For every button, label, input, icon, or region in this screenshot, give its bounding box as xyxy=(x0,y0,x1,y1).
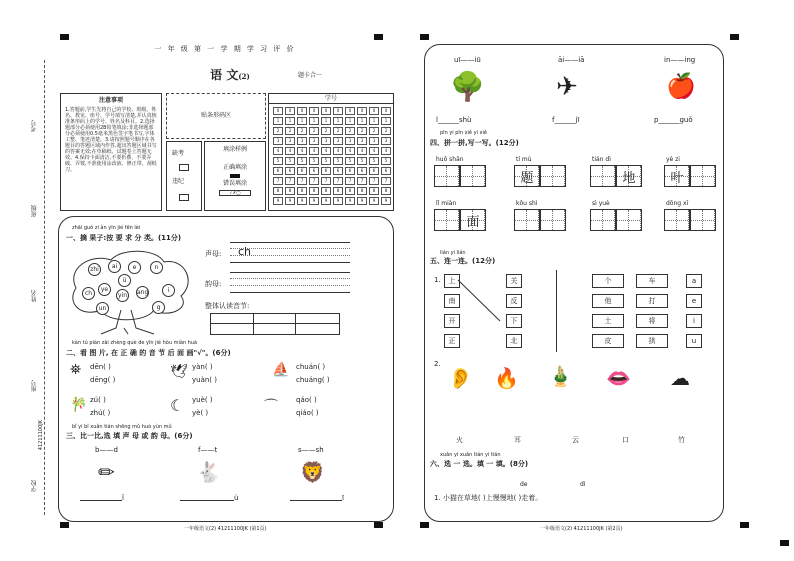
id-bubble[interactable]: 6 xyxy=(381,167,391,175)
id-bubble[interactable]: 5 xyxy=(273,157,283,165)
q6-option-de: de xyxy=(520,481,528,488)
id-bubble[interactable]: 2 xyxy=(285,127,295,135)
tree-icon: 🌳 xyxy=(450,70,485,103)
id-bubble[interactable]: 8 xyxy=(345,187,355,195)
q4-char-box[interactable] xyxy=(514,165,540,187)
id-bubble[interactable]: 3 xyxy=(321,137,331,145)
id-bubble[interactable]: 0 xyxy=(345,107,355,115)
q4-char xyxy=(435,166,459,186)
fire-icon: 🔥 xyxy=(494,366,519,390)
q5-item-col2[interactable]: 北 xyxy=(506,334,522,348)
id-bubble[interactable]: 7 xyxy=(285,177,295,185)
id-bubble[interactable]: 2 xyxy=(273,127,283,135)
shengmu-example: ch xyxy=(238,245,252,258)
id-bubble[interactable]: 4 xyxy=(381,147,391,155)
q2-opt-6b[interactable]: qiáo( ) xyxy=(296,409,319,417)
id-bubble[interactable]: 6 xyxy=(297,167,307,175)
id-bubble[interactable]: 8 xyxy=(273,187,283,195)
q4-char xyxy=(691,166,715,186)
id-bubble[interactable]: 1 xyxy=(321,117,331,125)
footer-left: 一年级语文(2) 41211100JK (第1页) xyxy=(184,526,267,532)
airplane-icon: ✈ xyxy=(556,72,578,102)
volume-tag: 题卡合一 xyxy=(298,72,323,79)
zhengti-answer-grid[interactable] xyxy=(210,313,340,335)
q2-opt-5a[interactable]: yuè( ) xyxy=(192,396,213,404)
moon-icon: ☾ xyxy=(170,396,185,415)
id-bubble[interactable]: 1 xyxy=(297,117,307,125)
id-bubble[interactable]: 3 xyxy=(357,137,367,145)
id-bubble[interactable]: 2 xyxy=(369,127,379,135)
q4-char xyxy=(691,210,715,230)
q5-label-4: 口 xyxy=(622,436,629,444)
id-bubble[interactable]: 1 xyxy=(345,117,355,125)
id-bubble[interactable]: 7 xyxy=(273,177,283,185)
notes-title: 注意事项 xyxy=(98,97,123,104)
ship-icon: ⛵ xyxy=(272,362,290,378)
q3-pinyin: bǐ yi bǐ xuǎn tián shēng mǔ huò yùn mǔ xyxy=(72,424,172,430)
id-bubble[interactable]: 5 xyxy=(369,157,379,165)
id-bubble[interactable]: 7 xyxy=(369,177,379,185)
id-bubble[interactable]: 0 xyxy=(309,107,319,115)
pinyin-pair-1: uī——iū xyxy=(454,56,481,64)
id-bubble[interactable]: 5 xyxy=(357,157,367,165)
id-bubble[interactable]: 7 xyxy=(345,177,355,185)
q4-char xyxy=(617,210,641,230)
apple-1: zhi xyxy=(88,263,101,276)
q4-char-box[interactable] xyxy=(664,165,690,187)
pinyin-pair-2: āi——iā xyxy=(558,56,585,64)
id-bubble[interactable]: 3 xyxy=(309,137,319,145)
q2-opt-2a[interactable]: yàn( ) xyxy=(192,363,213,371)
q2-opt-2b[interactable]: yuàn( ) xyxy=(192,376,217,384)
id-bubble[interactable]: 0 xyxy=(285,107,295,115)
pencil-icon: ✏ xyxy=(98,460,115,484)
q4-char-box[interactable] xyxy=(590,209,616,231)
q3-pair-2: f——t xyxy=(198,446,218,454)
apple-3: e xyxy=(128,261,141,274)
id-bubble[interactable]: 0 xyxy=(333,107,343,115)
q4-pinyin: pīn yi pīn xiě yi xiě xyxy=(440,130,487,136)
q4-word-pinyin: sì yuè xyxy=(592,200,610,207)
q5-label-2: 耳 xyxy=(514,436,521,444)
id-bubble[interactable]: 6 xyxy=(285,167,295,175)
q5-label-1: 火 xyxy=(456,436,463,444)
violation-checkbox[interactable] xyxy=(179,194,189,201)
yunmu-answer-area[interactable] xyxy=(230,272,350,292)
q4-word-pinyin: tí mù xyxy=(516,156,532,163)
q2-title: 二、看 图 片, 在 正 确 的 音 节 后 面 画"√"。(6分) xyxy=(66,349,231,357)
id-bubble[interactable]: 6 xyxy=(273,167,283,175)
id-bubble[interactable]: 5 xyxy=(333,157,343,165)
id-bubble[interactable]: 7 xyxy=(381,177,391,185)
q2-opt-4a[interactable]: zú( ) xyxy=(90,396,106,404)
id-bubble[interactable]: 3 xyxy=(345,137,355,145)
q3-answer-2[interactable] xyxy=(180,500,234,501)
id-bubble[interactable]: 0 xyxy=(369,107,379,115)
id-bubble[interactable]: 5 xyxy=(285,157,295,165)
registration-mark xyxy=(780,540,789,546)
q2-opt-4b[interactable]: zhú( ) xyxy=(90,409,111,417)
id-bubble[interactable]: 3 xyxy=(273,137,283,145)
id-bubble[interactable]: 3 xyxy=(285,137,295,145)
id-bubble[interactable]: 6 xyxy=(345,167,355,175)
id-bubble[interactable]: 9 xyxy=(321,197,331,205)
q4-char-box[interactable] xyxy=(616,209,642,231)
q4-char xyxy=(591,166,615,186)
q5-item-col1[interactable]: 正 xyxy=(444,334,460,348)
swallow-icon: 🕊 xyxy=(170,364,188,380)
bamboo-pic-icon: 🎍 xyxy=(548,364,573,388)
q4-char-box[interactable] xyxy=(590,165,616,187)
id-bubble[interactable]: 0 xyxy=(321,107,331,115)
q5-item-col3[interactable]: 个 xyxy=(592,274,624,288)
id-bubble[interactable]: 4 xyxy=(369,147,379,155)
page-header-title: 一 年 级 第 一 学 期 学 习 评 价 xyxy=(154,45,296,53)
q4-char-box[interactable] xyxy=(460,209,486,231)
id-bubble[interactable]: 9 xyxy=(357,197,367,205)
barcode-label: 贴条形码区 xyxy=(200,112,231,119)
id-bubble[interactable]: 9 xyxy=(345,197,355,205)
rabbit-icon: 🐇 xyxy=(196,460,221,484)
q4-char xyxy=(435,210,459,230)
id-bubble[interactable]: 0 xyxy=(381,107,391,115)
id-bubble[interactable]: 8 xyxy=(285,187,295,195)
id-bubble[interactable]: 8 xyxy=(321,187,331,195)
id-bubble[interactable]: 1 xyxy=(285,117,295,125)
id-bubble[interactable]: 3 xyxy=(333,137,343,145)
id-bubble[interactable]: 6 xyxy=(321,167,331,175)
q4-char-box[interactable] xyxy=(664,209,690,231)
q5-item-col5[interactable]: a xyxy=(686,274,702,288)
wrong-fill-label: 错误填涂 xyxy=(222,180,247,187)
q4-char-box[interactable] xyxy=(690,209,716,231)
apple-5: ch xyxy=(82,287,95,300)
q5-item-col4[interactable]: 打 xyxy=(636,294,668,308)
barcode-area xyxy=(166,93,266,139)
id-bubble[interactable]: 4 xyxy=(273,147,283,155)
q5-item-2: 2. xyxy=(434,360,441,368)
apple-12: g xyxy=(152,301,165,314)
subject-number: (2) xyxy=(238,72,250,81)
q6-title: 六、选 一 选。填 一 填。(8分) xyxy=(430,460,529,468)
registration-mark xyxy=(420,34,429,40)
id-bubble[interactable]: 1 xyxy=(273,117,283,125)
q3-ending-1: ǐ xyxy=(122,494,124,502)
id-bubble[interactable]: 2 xyxy=(381,127,391,135)
id-bubble[interactable]: 6 xyxy=(309,167,319,175)
shengmu-answer-area[interactable] xyxy=(230,242,350,262)
id-bubble[interactable]: 9 xyxy=(285,197,295,205)
fill-1[interactable]: l______shù xyxy=(436,116,472,124)
q5-item-col3[interactable]: 土 xyxy=(592,314,624,328)
q5-item-col4[interactable]: 车 xyxy=(636,274,668,288)
q2-opt-1a[interactable]: dēn( ) xyxy=(90,363,111,371)
id-bubble[interactable]: 4 xyxy=(309,147,319,155)
id-bubble[interactable]: 7 xyxy=(357,177,367,185)
q3-answer-1[interactable] xyxy=(80,500,122,501)
id-bubble[interactable]: 5 xyxy=(381,157,391,165)
id-bubble[interactable]: 6 xyxy=(357,167,367,175)
q4-char-box[interactable] xyxy=(616,165,642,187)
q5-item-col5[interactable]: u xyxy=(686,334,702,348)
fill-3[interactable]: p______guǒ xyxy=(654,116,693,124)
id-bubble[interactable]: 6 xyxy=(369,167,379,175)
pinyin-pair-3: in——ing xyxy=(664,56,696,64)
apple-9: ang xyxy=(136,286,149,299)
q4-char xyxy=(665,210,689,230)
id-bubble[interactable]: 8 xyxy=(357,187,367,195)
id-bubble[interactable]: 4 xyxy=(357,147,367,155)
q4-word-pinyin: dōng xī xyxy=(666,200,689,207)
id-bubble[interactable]: 7 xyxy=(333,177,343,185)
q5-item-1: 1. xyxy=(434,276,441,284)
id-bubble[interactable]: 3 xyxy=(297,137,307,145)
id-bubble[interactable]: 1 xyxy=(369,117,379,125)
side-label-xuexiao: 学校 xyxy=(31,480,38,492)
id-bubble[interactable]: 7 xyxy=(309,177,319,185)
id-bubble[interactable]: 4 xyxy=(297,147,307,155)
registration-mark xyxy=(740,522,749,528)
q3-ending-3: ī xyxy=(342,494,344,502)
id-bubble[interactable]: 2 xyxy=(333,127,343,135)
registration-mark xyxy=(374,522,383,528)
mouth-icon: 👄 xyxy=(606,366,631,390)
student-id-header: 学号 xyxy=(269,94,393,104)
id-bubble[interactable]: 1 xyxy=(333,117,343,125)
q4-char-box[interactable] xyxy=(460,165,486,187)
id-bubble[interactable]: 5 xyxy=(321,157,331,165)
shengmu-label: 声母: xyxy=(205,250,222,258)
absent-label: 缺考 xyxy=(172,150,185,157)
q4-char-box[interactable] xyxy=(434,209,460,231)
id-bubble[interactable]: 2 xyxy=(309,127,319,135)
q1-pinyin: zhāi guǒ zi àn yīn jié fēn lèi xyxy=(72,225,141,231)
q5-item-col1[interactable]: 南 xyxy=(444,294,460,308)
q6-pinyin: xuǎn yi xuǎn tián yi tián xyxy=(440,452,501,458)
student-id-bubbles[interactable] xyxy=(269,104,393,209)
q5-divider xyxy=(556,270,557,352)
q6-option-di: dì xyxy=(580,481,586,488)
ear-icon: 👂 xyxy=(448,366,473,390)
side-code: 41211100JK xyxy=(38,420,44,451)
fill-sample-box xyxy=(204,141,266,211)
q2-opt-1b[interactable]: dēng( ) xyxy=(90,376,116,384)
id-bubble[interactable]: 6 xyxy=(333,167,343,175)
id-bubble[interactable]: 8 xyxy=(309,187,319,195)
q3-answer-3[interactable] xyxy=(290,500,342,501)
q2-opt-3b[interactable]: chuáng( ) xyxy=(296,376,330,384)
q2-opt-5b[interactable]: yè( ) xyxy=(192,409,209,417)
q4-word-pinyin: tián dì xyxy=(592,156,611,163)
registration-mark xyxy=(60,34,69,40)
q3-ending-2: ù xyxy=(234,494,239,502)
id-bubble[interactable]: 8 xyxy=(297,187,307,195)
side-label-xingming: 姓名 xyxy=(31,290,38,302)
q5-item-col2[interactable]: 反 xyxy=(506,294,522,308)
q5-item-col4[interactable]: 拱 xyxy=(636,334,668,348)
side-label-zuohao: 座号 xyxy=(31,380,38,392)
q6-sentence[interactable]: 1. 小猫在草地( )上慢慢地( )走着。 xyxy=(434,494,543,502)
q5-item-col3[interactable]: 皮 xyxy=(592,334,624,348)
q4-char xyxy=(541,210,565,230)
apple-4: n xyxy=(150,261,163,274)
id-bubble[interactable]: 5 xyxy=(297,157,307,165)
q5-label-3: 云 xyxy=(572,436,579,444)
id-bubble[interactable]: 9 xyxy=(381,197,391,205)
id-bubble[interactable]: 3 xyxy=(381,137,391,145)
registration-mark xyxy=(60,522,69,528)
q4-char-box[interactable] xyxy=(690,165,716,187)
side-label-banji: 班级 xyxy=(31,205,38,217)
fill-sample-title: 填涂样例 xyxy=(222,146,247,153)
q5-pinyin: lián yi lián xyxy=(440,250,466,256)
id-bubble[interactable]: 4 xyxy=(321,147,331,155)
student-id-grid xyxy=(268,93,394,211)
id-bubble[interactable]: 8 xyxy=(381,187,391,195)
q3-pair-1: b——d xyxy=(95,446,118,454)
notes-box xyxy=(60,93,162,211)
registration-mark xyxy=(374,34,383,40)
q4-word-pinyin: yè zi xyxy=(666,156,680,163)
q4-char-box[interactable] xyxy=(514,209,540,231)
cloud-icon: ☁ xyxy=(670,366,690,390)
subject-name: 语 文 xyxy=(210,68,239,82)
q4-char: 地 xyxy=(622,170,636,186)
q4-word-pinyin: huǒ shān xyxy=(436,156,464,163)
q4-char-box[interactable] xyxy=(540,165,566,187)
id-bubble[interactable]: 7 xyxy=(321,177,331,185)
violation-label: 违纪 xyxy=(172,178,185,185)
id-bubble[interactable]: 9 xyxy=(369,197,379,205)
id-bubble[interactable]: 2 xyxy=(297,127,307,135)
q2-pinyin: kàn tú piàn zài zhèng què de yīn jié hòu miàn huà xyxy=(72,340,198,346)
subject-title xyxy=(180,66,280,83)
q4-char: 题 xyxy=(520,170,534,186)
notes-text: 1.答题前,学生先将自己的学校、班级、姓名、教室、座号、学号填写清楚,并认真核准条形码上的学号、姓名及科目。2.选择题部分必须使用2B铅笔填涂;非选择题部分必须使用0.5毫米黑色签字笔书写,字体工整、笔迹清楚。3.请按照题号顺序在各题目的答题区域内作答,超出答题区域书写的答案无效;在草稿纸、试题卷上答题无效。4.保持卡面清洁,不要折叠、不要弄破、弄皱,不准使用涂改液、修正带、刮纸刀。 xyxy=(65,107,157,173)
fill-2[interactable]: f______jī xyxy=(552,116,580,124)
id-bubble[interactable]: 1 xyxy=(309,117,319,125)
id-bubble[interactable]: 2 xyxy=(357,127,367,135)
q5-title: 五、连一连。(12分) xyxy=(430,257,496,265)
apple-8: yin xyxy=(116,289,129,302)
id-bubble[interactable]: 9 xyxy=(273,197,283,205)
registration-mark xyxy=(730,34,739,40)
id-bubble[interactable]: 0 xyxy=(357,107,367,115)
apple-2: ai xyxy=(108,260,121,273)
q4-char: 面 xyxy=(466,214,480,230)
id-bubble[interactable]: 1 xyxy=(357,117,367,125)
q5-item-col5[interactable]: e xyxy=(686,294,702,308)
q4-char-box[interactable] xyxy=(434,165,460,187)
side-label-kaohao: 考号 xyxy=(31,120,38,132)
bamboo-icon: 🎋 xyxy=(70,397,88,413)
q2-opt-3a[interactable]: chuán( ) xyxy=(296,363,326,371)
apple-10: i xyxy=(162,284,175,297)
q2-opt-6a[interactable]: qáo( ) xyxy=(296,396,317,404)
q4-char-box[interactable] xyxy=(540,209,566,231)
lamp-icon: ⛯ xyxy=(70,362,82,378)
id-bubble[interactable]: 5 xyxy=(345,157,355,165)
q4-char xyxy=(461,166,485,186)
yunmu-label: 韵母: xyxy=(205,280,222,288)
q1-title: 一、摘 果子:按 要 求 分 类。(11分) xyxy=(66,234,182,242)
q5-item-col5[interactable]: i xyxy=(686,314,702,328)
id-bubble[interactable]: 4 xyxy=(345,147,355,155)
q5-item-col4[interactable]: 将 xyxy=(636,314,668,328)
bridge-icon: ⌒ xyxy=(264,399,278,415)
q5-item-col2[interactable]: 关 xyxy=(506,274,522,288)
q4-char xyxy=(591,210,615,230)
wrong-fill-mark: ✓✗◯ xyxy=(219,190,251,196)
q4-char: 叶 xyxy=(670,170,684,186)
q5-item-col2[interactable]: 下 xyxy=(506,314,522,328)
footer-right: 一年级语文(2) 41211100JK (第2页) xyxy=(540,526,623,532)
apple-icon: 🍎 xyxy=(666,72,696,100)
q4-word-pinyin: lǐ miàn xyxy=(436,200,457,207)
id-bubble[interactable]: 3 xyxy=(369,137,379,145)
q5-item-col1[interactable]: 开 xyxy=(444,314,460,328)
id-bubble[interactable]: 9 xyxy=(309,197,319,205)
apple-7: ye xyxy=(98,283,111,296)
q4-char xyxy=(541,166,565,186)
absent-checkbox[interactable] xyxy=(179,164,189,171)
id-bubble[interactable]: 9 xyxy=(297,197,307,205)
id-bubble[interactable]: 5 xyxy=(309,157,319,165)
lion-icon: 🦁 xyxy=(300,460,325,484)
id-bubble[interactable]: 0 xyxy=(297,107,307,115)
q3-pair-3: s——sh xyxy=(298,446,324,454)
id-bubble[interactable]: 0 xyxy=(273,107,283,115)
apple-6: ü xyxy=(118,274,131,287)
q4-char xyxy=(515,210,539,230)
id-bubble[interactable]: 4 xyxy=(333,147,343,155)
absent-violation-box xyxy=(166,141,202,211)
q5-item-col3[interactable]: 他 xyxy=(592,294,624,308)
q3-title: 三、比一比,选 填 声 母 或 韵 母。(6分) xyxy=(66,432,193,440)
q4-word-pinyin: kǒu shì xyxy=(516,200,538,207)
id-bubble[interactable]: 9 xyxy=(333,197,343,205)
registration-mark xyxy=(420,522,429,528)
q5-label-5: 竹 xyxy=(678,436,685,444)
id-bubble[interactable]: 1 xyxy=(381,117,391,125)
zhengti-label: 整体认读音节: xyxy=(205,302,250,310)
apple-11: un xyxy=(96,302,109,315)
correct-fill-mark xyxy=(230,174,240,178)
id-bubble[interactable]: 4 xyxy=(285,147,295,155)
id-bubble[interactable]: 8 xyxy=(369,187,379,195)
id-bubble[interactable]: 2 xyxy=(321,127,331,135)
id-bubble[interactable]: 7 xyxy=(297,177,307,185)
q4-title: 四、拼一拼,写一写。(12分) xyxy=(430,139,519,147)
id-bubble[interactable]: 2 xyxy=(345,127,355,135)
id-bubble[interactable]: 8 xyxy=(333,187,343,195)
q5-item-col1[interactable]: 上 xyxy=(444,274,460,288)
correct-fill-label: 正确填涂 xyxy=(222,164,247,171)
